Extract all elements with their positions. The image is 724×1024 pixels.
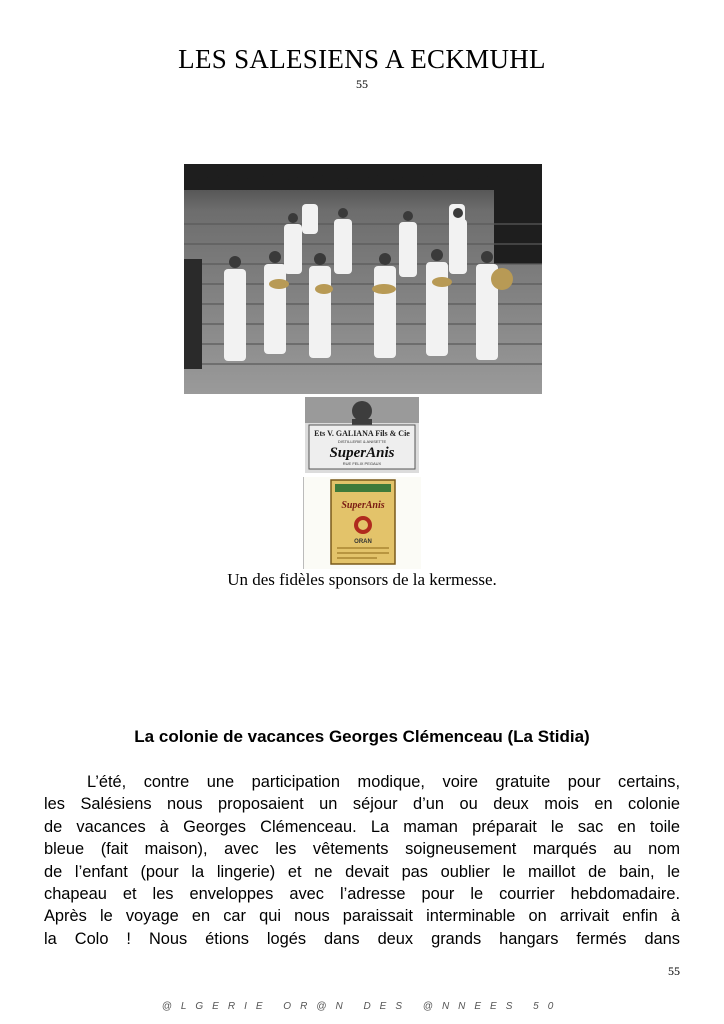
sign-line-2: DISTILLERIE & ANISETTE [337, 439, 387, 444]
footer-site-name: @LGERIE OR@N DES @NNEES 50 [161, 1001, 563, 1012]
page-number-bottom: 55 [668, 964, 680, 978]
paragraph-line: la Colo ! Nous étions logés dans deux grands hangars fermés dans [44, 929, 680, 948]
paragraph-line: L’été, contre une participation modique, voire gratuite pour certains, [87, 773, 680, 791]
sign-line-4: RUE FELIX PEGAUX [342, 461, 382, 466]
paragraph-line: de vacances à Georges Clémenceau. La maman préparait le sac en toile [44, 817, 680, 836]
paragraph-line: bleue (fait maison), avec les vêtements soigneusement marqués au nom [44, 840, 680, 859]
paragraph-line: de l’enfant (pour la lingerie) et ne devait pas oublier le maillot de bain, le [44, 862, 680, 881]
sign-photo [305, 397, 419, 473]
page-number-top: 55 [356, 77, 368, 91]
paragraph-line: chapeau et les enveloppes avec l’adresse pour le courrier hebdomadaire. [44, 885, 680, 904]
band-photo-image [184, 164, 542, 394]
body-paragraph [44, 771, 680, 950]
page-title: LES SALESIENS A ECKMUHL [178, 44, 546, 74]
label-brand: SuperAnis [341, 500, 385, 511]
section-heading: La colonie de vacances Georges Clémenceau (La Stidia) [134, 727, 590, 746]
image-caption: Un des fidèles sponsors de la kermesse. [227, 570, 497, 589]
sign-line-1: Ets V. GALIANA Fils & Cie [314, 429, 410, 438]
label-city: ORAN [354, 539, 372, 545]
band-photo [184, 164, 542, 394]
label-photo-image [304, 477, 421, 569]
paragraph-line: les Salésiens nous proposaient un séjour d’un ou deux mois en colonie [44, 795, 680, 814]
sign-line-3: SuperAnis [329, 445, 395, 461]
sign-photo-image [305, 397, 419, 473]
label-photo [303, 477, 421, 569]
paragraph-line: Après le voyage en car qui nous paraissait interminable on arrivait enfin à [44, 907, 680, 926]
